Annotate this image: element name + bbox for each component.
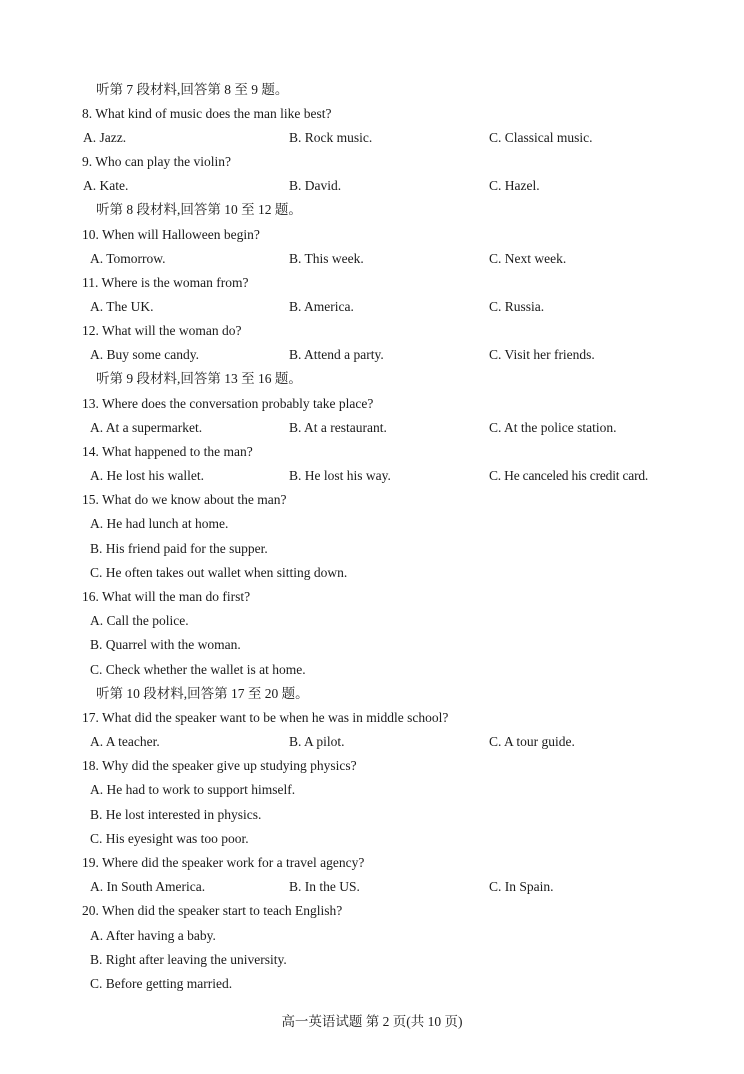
option-b: B. Right after leaving the university.: [90, 952, 287, 967]
option-c: C. Hazel.: [489, 178, 540, 193]
question-14: 14. What happened to the man?: [82, 444, 253, 459]
section-heading-8: 听第 8 段材料,回答第 10 至 12 题。: [96, 202, 302, 217]
options-row-14: [0, 466, 744, 486]
option-c: C. Visit her friends.: [489, 347, 595, 362]
option-c: C. Next week.: [489, 251, 567, 266]
options-row-11: [0, 297, 744, 317]
option-b: B. He lost his way.: [289, 468, 391, 483]
option-row-18c: [0, 829, 744, 849]
options-row-19: [0, 877, 744, 897]
section-heading-9: 听第 9 段材料,回答第 13 至 16 题。: [96, 371, 302, 386]
question-12: 12. What will the woman do?: [82, 323, 242, 338]
question-13: 13. Where does the conversation probably take place?: [82, 396, 374, 411]
option-a: A. At a supermarket.: [90, 420, 203, 435]
option-a: A. The UK.: [90, 299, 154, 314]
option-b: B. His friend paid for the supper.: [90, 541, 268, 556]
option-c: C. In Spain.: [489, 879, 554, 894]
options-row-10: [0, 249, 744, 269]
option-c: C. Classical music.: [489, 130, 593, 145]
option-row-20a: [0, 926, 744, 946]
options-row-17: [0, 732, 744, 752]
question-17: 17. What did the speaker want to be when he was in middle school?: [82, 710, 449, 725]
options-row-8: [0, 128, 744, 148]
option-row-15c: [0, 563, 744, 583]
option-c: C. Russia.: [489, 299, 545, 314]
option-b: B. America.: [289, 299, 354, 314]
option-c: C. His eyesight was too poor.: [90, 831, 249, 846]
option-row-18b: [0, 805, 744, 825]
option-b: B. Attend a party.: [289, 347, 384, 362]
option-a: A. Jazz.: [83, 130, 127, 145]
option-c: C. At the police station.: [489, 420, 617, 435]
options-row-12: [0, 345, 744, 365]
question-20: 20. When did the speaker start to teach English?: [82, 903, 343, 918]
option-b: B. At a restaurant.: [289, 420, 387, 435]
option-row-16c: [0, 660, 744, 680]
option-a: A. Buy some candy.: [90, 347, 199, 362]
option-a: A. In South America.: [90, 879, 206, 894]
question-19: 19. Where did the speaker work for a travel agency?: [82, 855, 365, 870]
option-b: B. In the US.: [289, 879, 360, 894]
option-b: B. This week.: [289, 251, 364, 266]
option-row-20b: [0, 950, 744, 970]
options-row-13: [0, 418, 744, 438]
option-row-15a: [0, 514, 744, 534]
option-b: B. A pilot.: [289, 734, 345, 749]
option-a: A. A teacher.: [90, 734, 160, 749]
option-b: B. Quarrel with the woman.: [90, 637, 241, 652]
option-a: A. He had to work to support himself.: [90, 782, 296, 797]
option-c: C. He canceled his credit card.: [489, 468, 649, 483]
question-18: 18. Why did the speaker give up studying physics?: [82, 758, 357, 773]
option-row-18a: [0, 780, 744, 800]
option-b: B. Rock music.: [289, 130, 373, 145]
option-a: A. Call the police.: [90, 613, 189, 628]
option-c: C. A tour guide.: [489, 734, 575, 749]
question-9: 9. Who can play the violin?: [82, 154, 231, 169]
option-row-16a: [0, 611, 744, 631]
options-row-9: [0, 176, 744, 196]
option-b: B. David.: [289, 178, 342, 193]
question-8: 8. What kind of music does the man like best?: [82, 106, 332, 121]
option-row-15b: [0, 539, 744, 559]
option-row-20c: [0, 974, 744, 994]
question-16: 16. What will the man do first?: [82, 589, 251, 604]
question-15: 15. What do we know about the man?: [82, 492, 287, 507]
option-a: A. Tomorrow.: [90, 251, 166, 266]
option-c: C. Before getting married.: [90, 976, 233, 991]
option-row-16b: [0, 635, 744, 655]
section-heading-10: 听第 10 段材料,回答第 17 至 20 题。: [96, 686, 309, 701]
option-c: C. Check whether the wallet is at home.: [90, 662, 306, 677]
option-a: A. Kate.: [83, 178, 129, 193]
option-c: C. He often takes out wallet when sitting down.: [90, 565, 348, 580]
page-footer: 高一英语试题 第 2 页(共 10 页): [281, 1014, 463, 1029]
option-a: A. He had lunch at home.: [90, 516, 229, 531]
option-a: A. After having a baby.: [90, 928, 216, 943]
option-b: B. He lost interested in physics.: [90, 807, 262, 822]
question-10: 10. When will Halloween begin?: [82, 227, 260, 242]
option-a: A. He lost his wallet.: [90, 468, 204, 483]
section-heading-7: 听第 7 段材料,回答第 8 至 9 题。: [96, 82, 289, 97]
question-11: 11. Where is the woman from?: [82, 275, 249, 290]
